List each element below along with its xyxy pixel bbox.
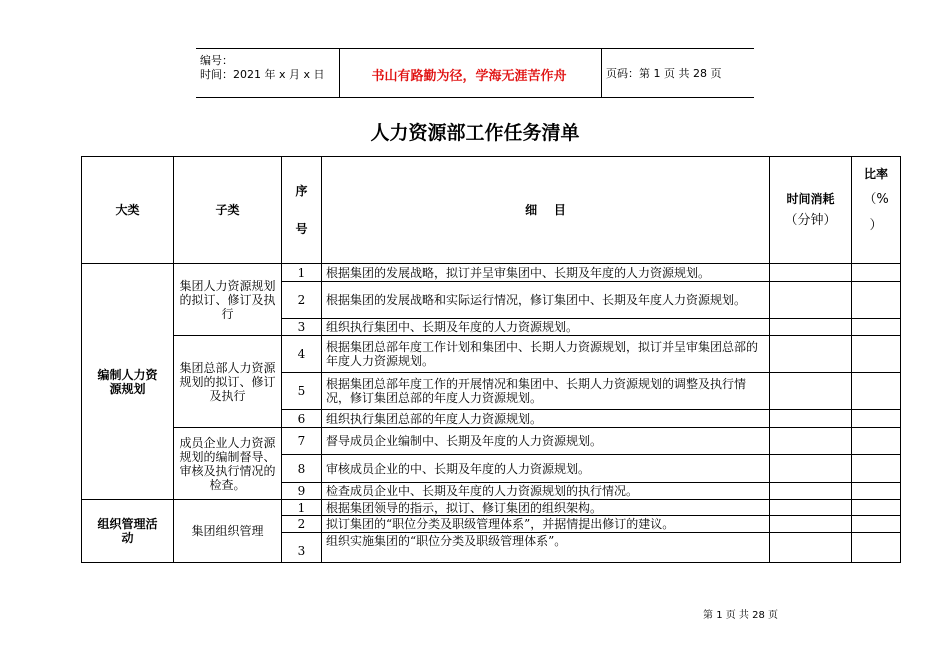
time-cell[interactable] <box>770 500 852 516</box>
header-category: 大类 <box>82 157 174 264</box>
detail-cell: 根据集团的发展战略和实际运行情况，修订集团中、长期及年度人力资源规划。 <box>322 282 770 319</box>
seq-cell: 2 <box>282 282 322 319</box>
detail-cell: 组织执行集团中、长期及年度的人力资源规划。 <box>322 319 770 336</box>
table-row <box>82 336 901 373</box>
detail-cell: 根据集团的发展战略，拟订并呈审集团中、长期及年度的人力资源规划。 <box>322 264 770 282</box>
table-header-row <box>82 157 901 264</box>
detail-cell: 审核成员企业的中、长期及年度的人力资源规划。 <box>322 455 770 483</box>
time-cell[interactable] <box>770 483 852 500</box>
detail-cell: 组织执行集团总部的年度人力资源规划。 <box>322 410 770 428</box>
header-seq-bottom: 号 <box>295 222 308 236</box>
ratio-cell[interactable] <box>852 319 901 336</box>
header-seq-top: 序 <box>295 184 308 198</box>
time-cell[interactable] <box>770 428 852 455</box>
header-time-unit: （分钟） <box>784 213 837 228</box>
seq-cell: 5 <box>282 373 322 410</box>
header-time <box>770 157 852 264</box>
ratio-cell[interactable] <box>852 533 901 563</box>
ratio-cell[interactable] <box>852 516 901 533</box>
task-table <box>81 156 901 563</box>
page-title: 人力资源部工作任务清单 <box>370 122 580 144</box>
time-cell[interactable] <box>770 264 852 282</box>
time-cell[interactable] <box>770 410 852 428</box>
seq-cell: 8 <box>282 455 322 483</box>
time-cell[interactable] <box>770 516 852 533</box>
seq-cell: 9 <box>282 483 322 500</box>
time-cell[interactable] <box>770 319 852 336</box>
header-ratio-label: 比率 <box>863 167 888 181</box>
time-cell[interactable] <box>770 373 852 410</box>
header-number: 编号： <box>200 54 233 67</box>
time-cell[interactable] <box>770 533 852 563</box>
detail-cell: 根据集团领导的指示，拟订、修订集团的组织架构。 <box>322 500 770 516</box>
detail-cell: 根据集团总部年度工作计划和集团中、长期人力资源规划，拟订并呈审集团总部的年度人力资源规划。 <box>322 336 770 373</box>
detail-cell: 拟订集团的“职位分类及职级管理体系”，并据情提出修订的建议。 <box>322 516 770 533</box>
header-detail: 细 目 <box>322 157 770 264</box>
table-row <box>82 500 901 516</box>
header-motto: 书山有路勤为径，学海无涯苦作舟 <box>371 69 567 84</box>
header-ratio-unit-top: （% <box>863 192 889 207</box>
seq-cell: 3 <box>282 533 322 563</box>
time-cell[interactable] <box>770 455 852 483</box>
category-cell: 编制人力资源规划 <box>82 264 174 500</box>
ratio-cell[interactable] <box>852 455 901 483</box>
ratio-cell[interactable] <box>852 500 901 516</box>
subcategory-cell: 集团人力资源规划的拟订、修订及执行 <box>174 264 282 336</box>
detail-cell: 督导成员企业编制中、长期及年度的人力资源规划。 <box>322 428 770 455</box>
subcategory-cell: 集团组织管理 <box>174 500 282 563</box>
table-row <box>82 264 901 282</box>
time-cell[interactable] <box>770 336 852 373</box>
ratio-cell[interactable] <box>852 483 901 500</box>
header-subcategory: 子类 <box>174 157 282 264</box>
document-header <box>196 48 754 98</box>
header-time-label: 时间消耗 <box>786 192 835 206</box>
ratio-cell[interactable] <box>852 282 901 319</box>
page-footer: 第 1 页 共 28 页 <box>703 610 778 621</box>
ratio-cell[interactable] <box>852 373 901 410</box>
ratio-cell[interactable] <box>852 410 901 428</box>
seq-cell: 4 <box>282 336 322 373</box>
subcategory-cell: 成员企业人力资源规划的编制督导、审核及执行情况的检查。 <box>174 428 282 500</box>
ratio-cell[interactable] <box>852 428 901 455</box>
seq-cell: 6 <box>282 410 322 428</box>
seq-cell: 1 <box>282 264 322 282</box>
seq-cell: 2 <box>282 516 322 533</box>
detail-cell: 组织实施集团的“职位分类及职级管理体系”。 <box>322 533 770 563</box>
seq-cell: 3 <box>282 319 322 336</box>
detail-cell: 检查成员企业中、长期及年度的人力资源规划的执行情况。 <box>322 483 770 500</box>
subcategory-cell: 集团总部人力资源规划的拟订、修订及执行 <box>174 336 282 428</box>
header-ratio <box>852 157 901 264</box>
ratio-cell[interactable] <box>852 336 901 373</box>
detail-cell: 根据集团总部年度工作的开展情况和集团中、长期人力资源规划的调整及执行情况，修订集团总部的年度人力资源规划。 <box>322 373 770 410</box>
table-row <box>82 428 901 455</box>
header-page-info: 页码：第 1 页 共 28 页 <box>606 67 722 80</box>
seq-cell: 7 <box>282 428 322 455</box>
time-cell[interactable] <box>770 282 852 319</box>
category-cell: 组织管理活动 <box>82 500 174 563</box>
header-ratio-unit-bottom: ） <box>869 218 883 233</box>
header-time: 时间：2021 年 x 月 x 日 <box>200 68 325 81</box>
header-seq <box>282 157 322 264</box>
ratio-cell[interactable] <box>852 264 901 282</box>
seq-cell: 1 <box>282 500 322 516</box>
header-meta <box>196 49 339 97</box>
